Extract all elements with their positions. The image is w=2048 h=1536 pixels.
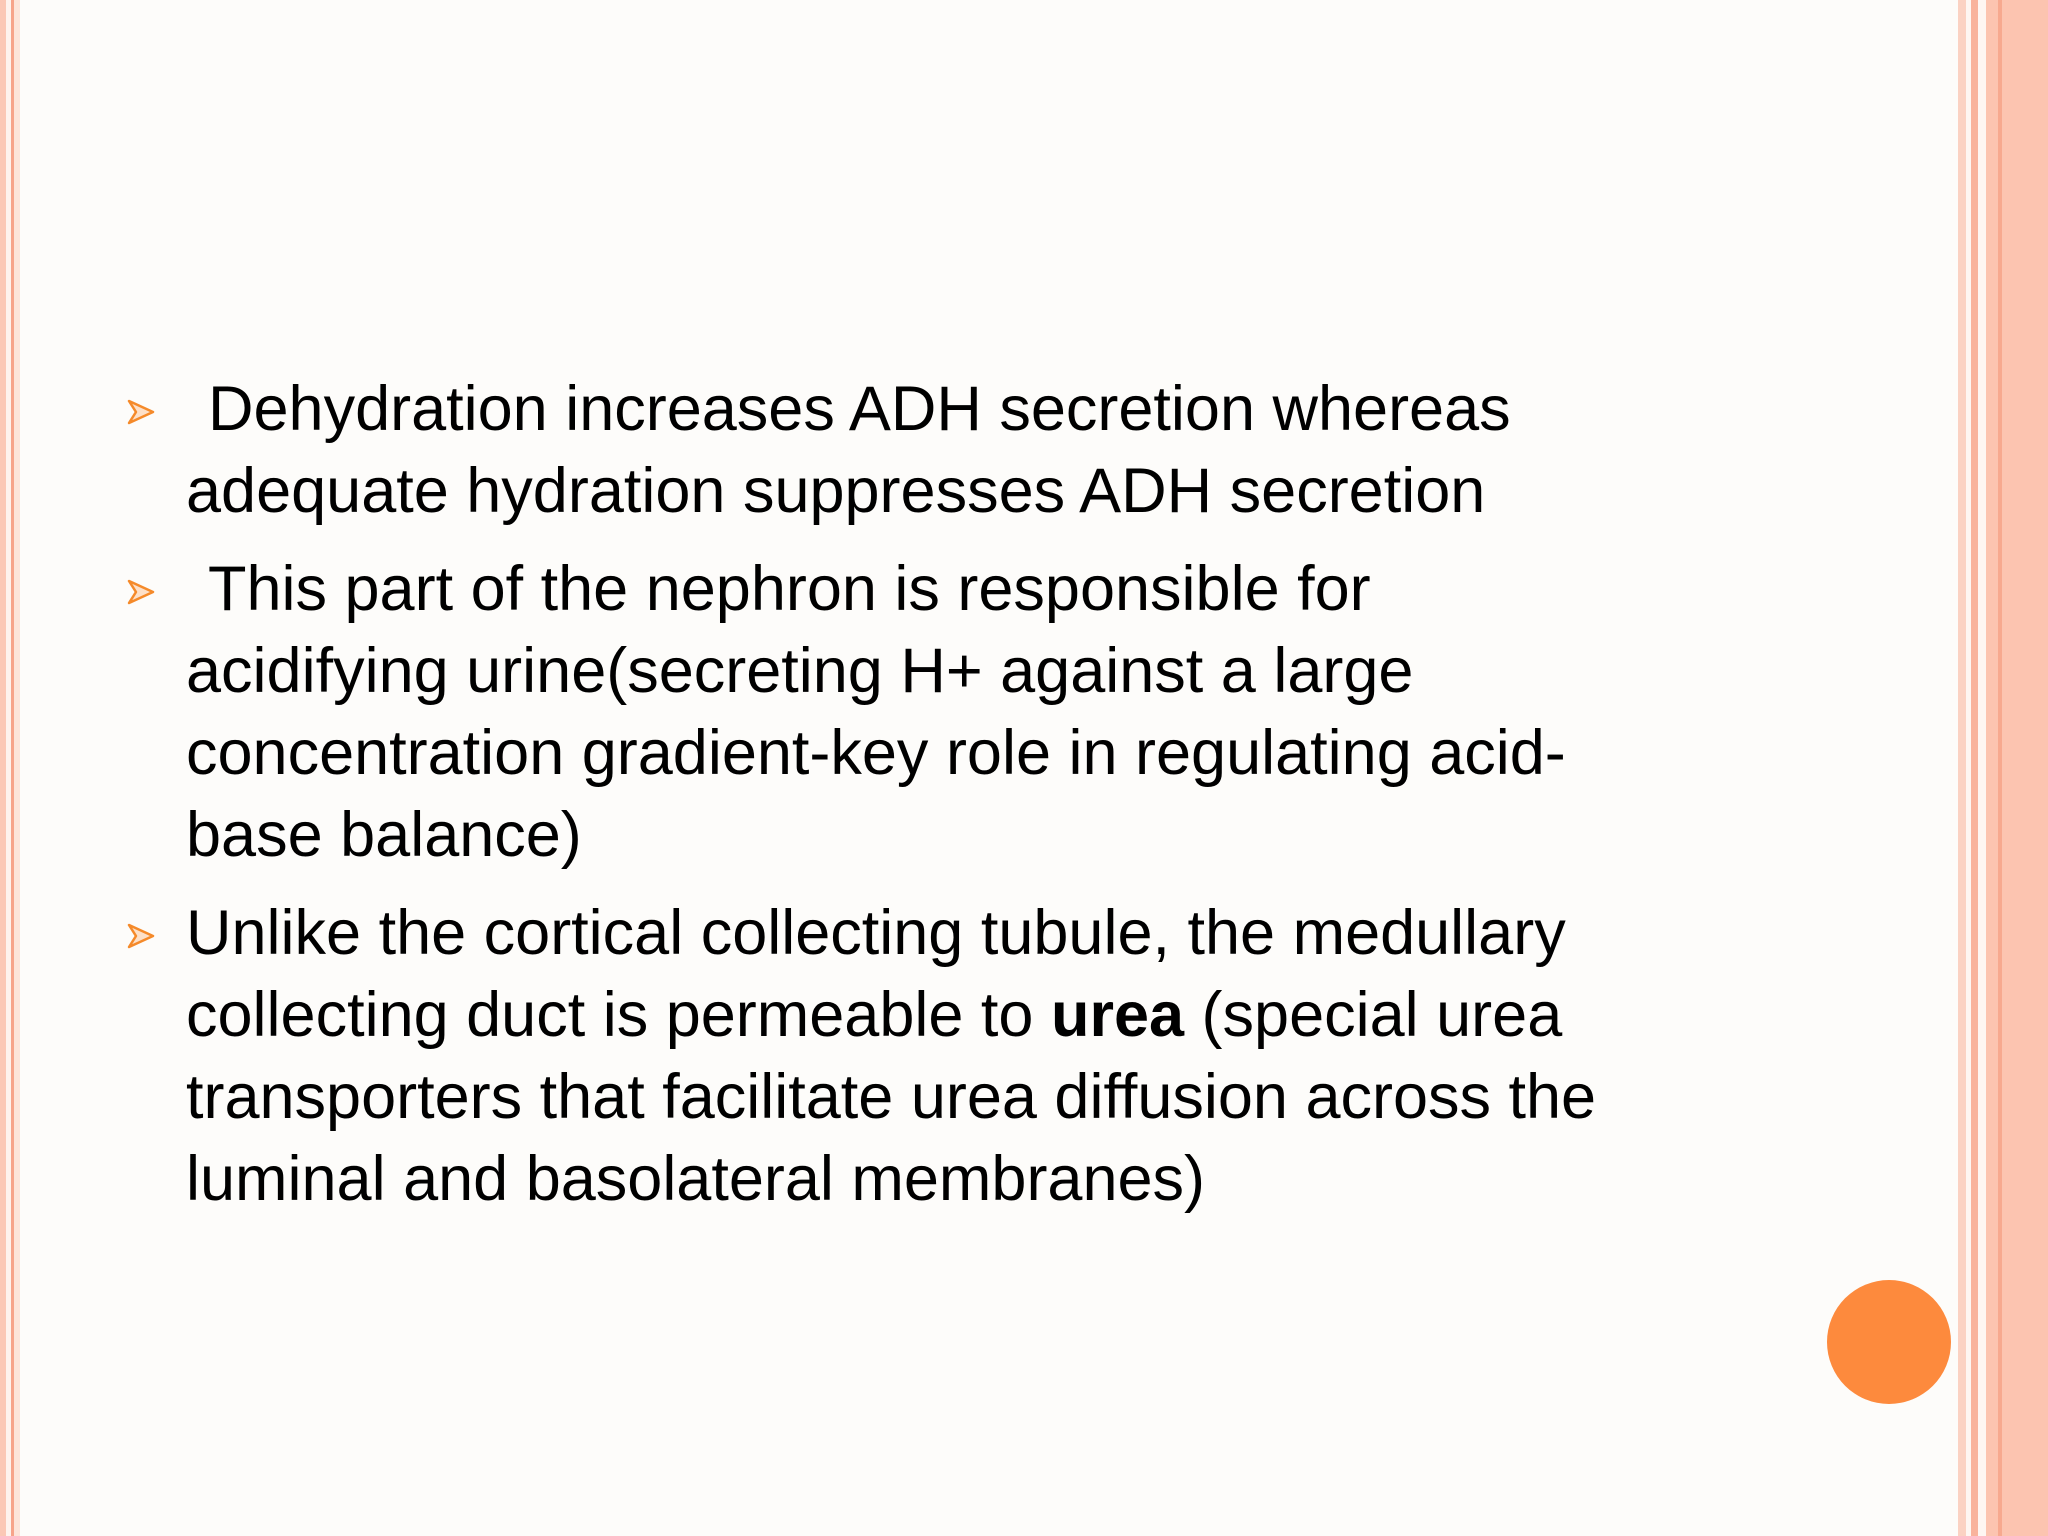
bullet-line: Unlike the cortical collecting tubule, the medullary [186,898,1566,968]
bullet-text [186,548,1760,876]
bullet-line: base balance) [186,800,582,870]
accent-circle [1827,1280,1951,1404]
bullet-line: adequate hydration suppresses ADH secretion [186,456,1486,526]
bullet-line-segment: collecting duct is permeable to [186,980,1051,1050]
bullet-item [120,368,1760,532]
bullet-line: acidifying urine(secreting H+ against a large [186,636,1414,706]
bullet-text [186,892,1760,1220]
bullet-line: transporters that facilitate urea diffusion across the [186,1062,1597,1132]
bullet-line: This part of the nephron is responsible for [208,554,1371,624]
bullet-line-segment: (special urea [1184,980,1563,1050]
bullet-item [120,548,1760,876]
right-decorative-stripes [1958,0,2048,1536]
bullet-item [120,892,1760,1220]
bullet-text [186,368,1760,532]
left-decorative-stripe [0,0,20,1536]
slide-body [120,368,1760,1236]
arrowhead-bullet-icon [126,397,156,427]
bullet-line: luminal and basolateral membranes) [186,1144,1206,1214]
arrowhead-bullet-icon [126,921,156,951]
bullet-line: concentration gradient-key role in regulating acid- [186,718,1566,788]
bold-term-urea: urea [1050,980,1185,1050]
bullet-line: Dehydration increases ADH secretion whereas [208,374,1511,444]
arrowhead-bullet-icon [126,577,156,607]
